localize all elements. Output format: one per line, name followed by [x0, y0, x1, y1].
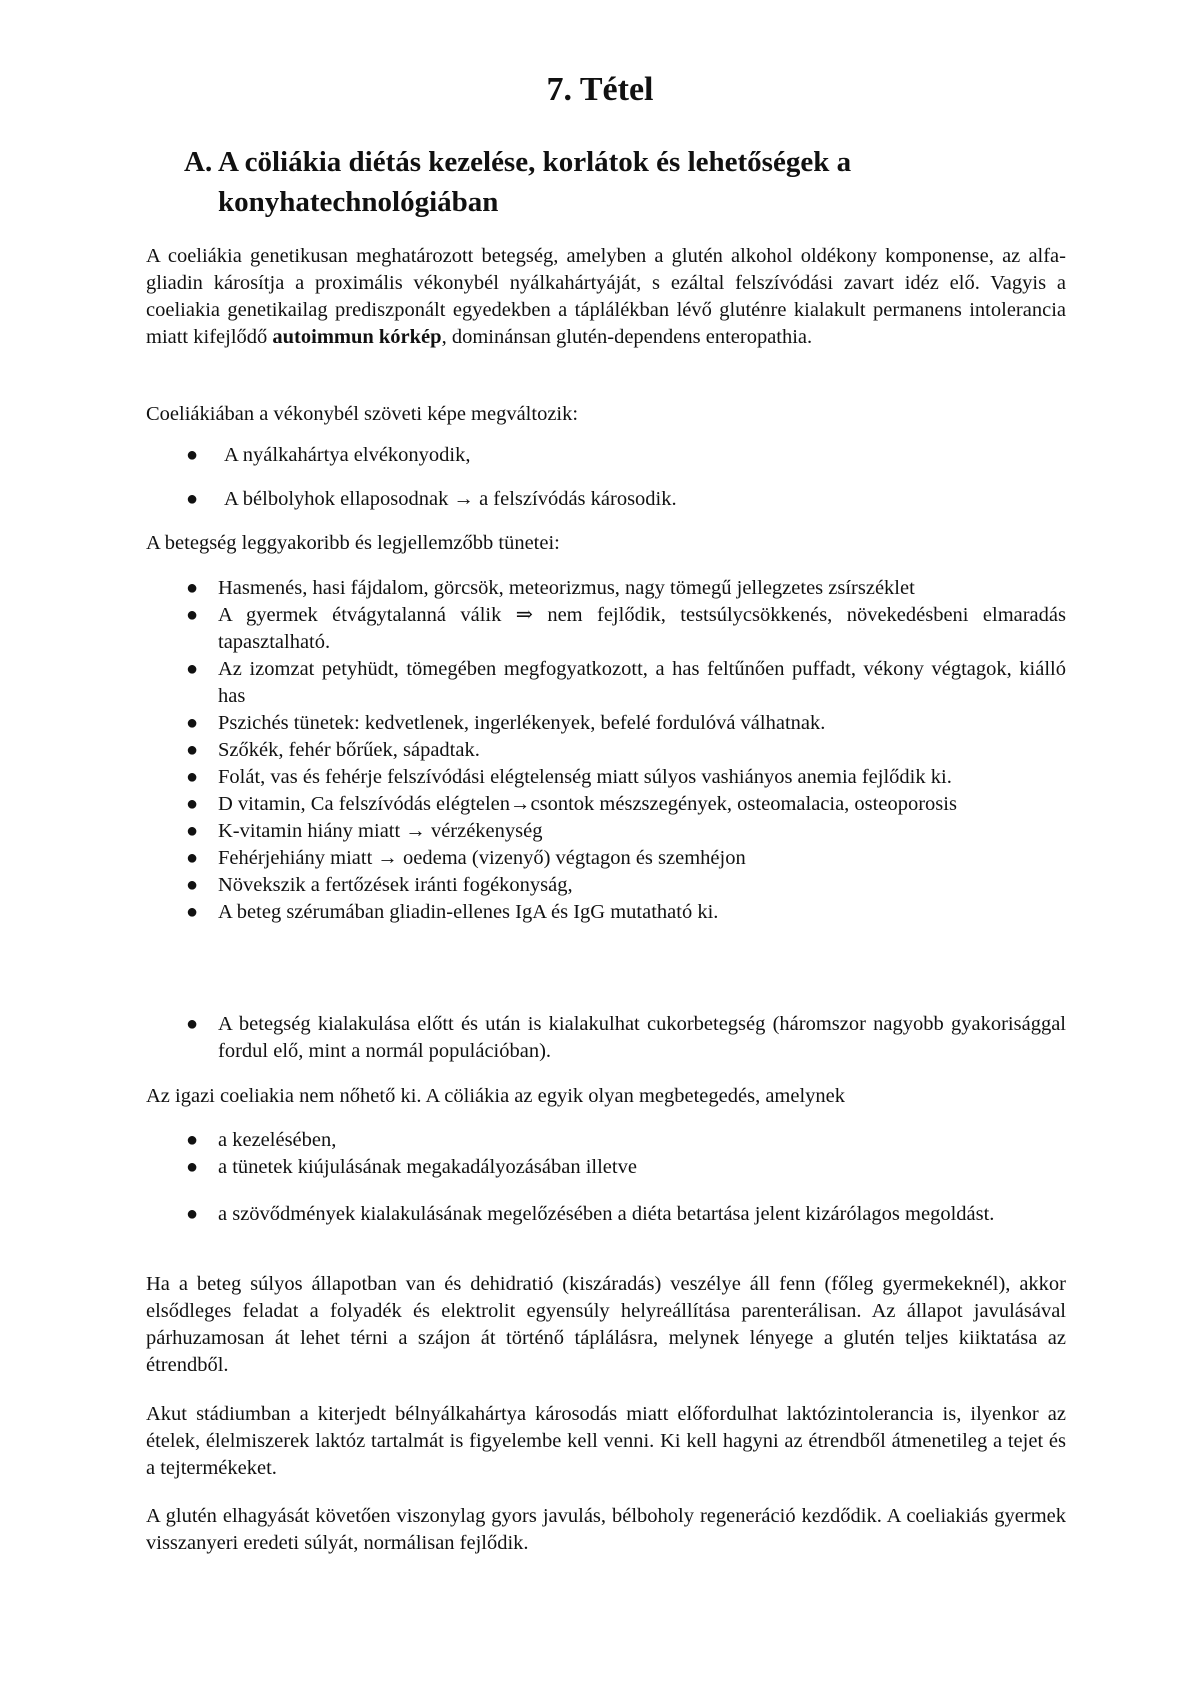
bullet-icon: ● — [186, 1203, 199, 1225]
recovery-paragraph: A glutén elhagyását követően viszonylag gyors javulás, bélboholy regeneráció kezdődik. A coeliakiás gyermek visszanyeri eredeti súlyát, normálisan fejlődik. — [146, 1505, 1066, 1554]
intro-text-1: A coeliákia genetikusan meghatározott betegség, amelyben a glutén alkohol oldékony komponense, az alfa-gliadin károsítja a proximális vékonybél nyálkahártyáját, s ezáltal felszívódási zavart idéz elő. Vagyis a coeliakia genetikailag prediszponált egyedekben a táplálékban lévő gluténre kialakult permanens intolerancia miatt kifejlődő — [146, 245, 1066, 348]
list-item: ● Hasmenés, hasi fájdalom, görcsök, meteorizmus, nagy tömegű jellegzetes zsírszéklet — [146, 575, 1066, 602]
section-label: A. — [184, 146, 213, 178]
list-item: ● Fehérjehiány miatt → oedema (vizenyő) végtagon és szemhéjon — [146, 845, 1066, 872]
bullet-icon: ● — [186, 488, 199, 510]
bullet-icon: ● — [186, 577, 199, 599]
acute-paragraph: Akut stádiumban a kiterjedt bélnyálkahártya károsodás miatt előfordulhat laktózintolerancia is, ilyenkor az ételek, élelmiszerek laktóz tartalmát is figyelembe kell venni. Ki kell hagyni az étrendből átmenetileg a tejet és a tejtermékeket. — [146, 1403, 1066, 1479]
list-item: ● Pszichés tünetek: kedvetlenek, ingerlékenyek, befelé fordulóvá válhatnak. — [146, 710, 1066, 737]
bullet-icon: ● — [186, 712, 199, 734]
list-item: ● A betegség kialakulása előtt és után is kialakulhat cukorbetegség (háromszor nagyobb gyakorisággal fordul elő, mint a normál populációban). — [186, 1013, 1066, 1062]
bullet-icon: ● — [186, 901, 199, 923]
symptoms-heading: A betegség leggyakoribb és legjellemzőbb tünetei: — [146, 532, 560, 554]
section-heading — [184, 142, 944, 222]
symptoms-list — [146, 575, 1066, 926]
tissue-list — [146, 442, 1066, 513]
bullet-icon: ● — [186, 1156, 199, 1178]
intro-bold-term: autoimmun kórkép — [272, 326, 442, 348]
list-item: ● a kezelésében, — [146, 1127, 1066, 1154]
symptoms-list-tail — [146, 1011, 1066, 1065]
list-item: ● A beteg szérumában gliadin-ellenes IgA és IgG mutatható ki. — [146, 899, 1066, 926]
bullet-icon: ● — [186, 793, 199, 815]
list-item: ● K-vitamin hiány miatt → vérzékenység — [146, 818, 1066, 845]
bullet-icon: ● — [186, 847, 199, 869]
tissue-heading: Coeliákiában a vékonybél szöveti képe megváltozik: — [146, 403, 579, 425]
list-item: ● D vitamin, Ca felszívódás elégtelen→csontok mészszegények, osteomalacia, osteoporosis — [146, 791, 1066, 818]
bullet-icon: ● — [186, 444, 199, 466]
list-item: ● Az izomzat petyhüdt, tömegében megfogyatkozott, a has feltűnően puffadt, vékony végtagok, kiálló has — [186, 658, 1066, 707]
bullet-icon: ● — [186, 658, 199, 680]
list-item: ● A gyermek étvágytalanná válik ⇒ nem fejlődik, testsúlycsökkenés, növekedésbeni elmaradás tapasztalható. — [186, 604, 1066, 653]
list-item: ● a szövődmények kialakulásának megelőzésében a diéta betartása jelent kizárólagos megoldást. — [146, 1201, 1066, 1228]
chronic-paragraph: Az igazi coeliakia nem nőhető ki. A cöliákia az egyik olyan megbetegedés, amelynek — [146, 1085, 846, 1107]
list-item: ● a tünetek kiújulásának megakadályozásában illetve — [146, 1154, 1066, 1181]
bullet-icon: ● — [186, 604, 199, 626]
dehydration-paragraph: Ha a beteg súlyos állapotban van és dehidratió (kiszáradás) veszélye áll fenn (főleg gyermekeknél), akkor elsődleges feladat a folyadék és elektrolit egyensúly helyreállítása parenterálisan. Az állapot javulásával párhuzamosan át lehet térni a szájon át történő táplálásra, melynek lényege a glutén teljes kiiktatása az étrendből. — [146, 1273, 1066, 1376]
intro-paragraph — [146, 243, 1066, 351]
bullet-icon: ● — [186, 1129, 199, 1151]
section-title: A cöliákia diétás kezelése, korlátok és lehetőségek a konyhatechnológiában — [218, 146, 852, 218]
page-title: 7. Tétel — [546, 71, 654, 108]
list-item: ● Szőkék, fehér bőrűek, sápadtak. — [146, 737, 1066, 764]
bullet-icon: ● — [186, 820, 199, 842]
chronic-list-tail — [146, 1201, 1066, 1228]
list-item: ● Növekszik a fertőzések iránti fogékonyság, — [146, 872, 1066, 899]
bullet-icon: ● — [186, 766, 199, 788]
intro-text-2: , dominánsan glutén-dependens enteropathia. — [441, 326, 813, 348]
bullet-icon: ● — [186, 874, 199, 896]
list-item: ● A nyálkahártya elvékonyodik, — [146, 442, 1066, 469]
list-item: ● A bélbolyhok ellaposodnak → a felszívódás károsodik. — [146, 486, 1066, 513]
bullet-icon: ● — [186, 739, 199, 761]
bullet-icon: ● — [186, 1013, 199, 1035]
chronic-list — [146, 1127, 1066, 1181]
list-item: ● Folát, vas és fehérje felszívódási elégtelenség miatt súlyos vashiányos anemia fejlődik ki. — [146, 764, 1066, 791]
